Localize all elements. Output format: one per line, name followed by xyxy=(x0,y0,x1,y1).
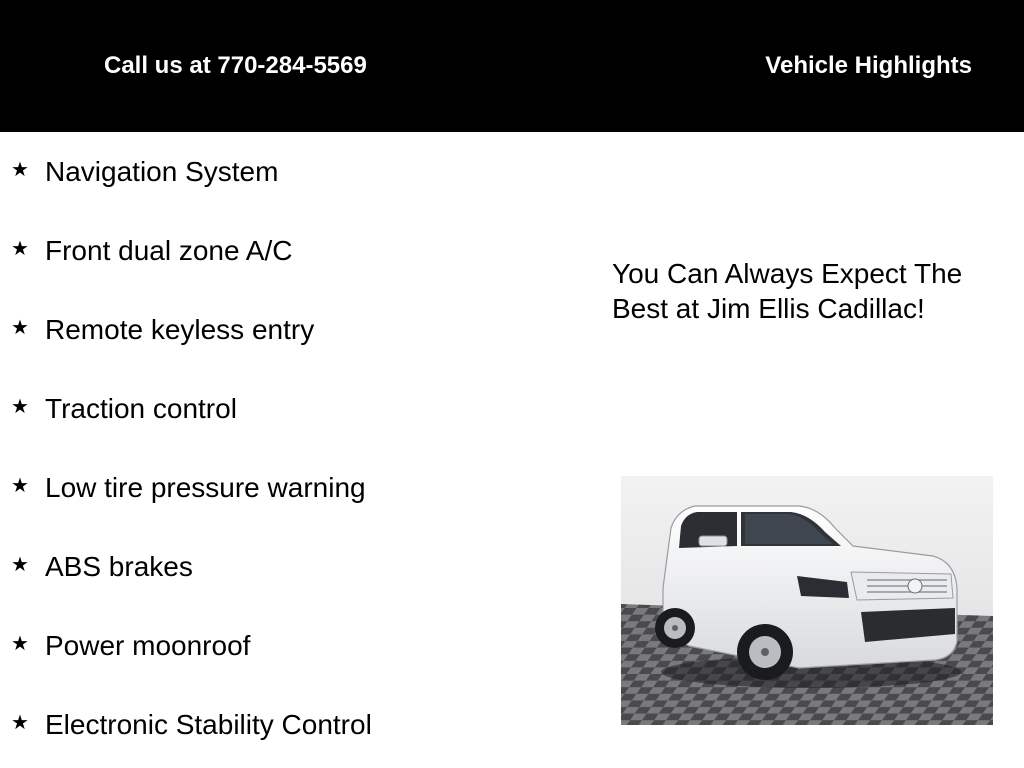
feature-item xyxy=(0,310,372,389)
feature-label: Remote keyless entry xyxy=(45,314,315,345)
star-icon: ★ xyxy=(11,315,29,339)
star-icon: ★ xyxy=(11,473,29,497)
vehicle-highlights-title: Vehicle Highlights xyxy=(765,52,972,79)
feature-item xyxy=(0,152,372,231)
feature-item xyxy=(0,547,372,626)
dealer-tagline: You Can Always Expect The Best at Jim Ellis Cadillac! xyxy=(612,258,963,324)
star-icon: ★ xyxy=(11,552,29,576)
feature-label: Low tire pressure warning xyxy=(45,472,366,503)
star-icon: ★ xyxy=(11,631,29,655)
feature-label: Electronic Stability Control xyxy=(45,709,372,740)
feature-list xyxy=(0,152,372,768)
vehicle-photo xyxy=(621,476,993,725)
feature-label: Navigation System xyxy=(45,156,279,187)
feature-item xyxy=(0,231,372,310)
phone-number-link[interactable]: Call us at 770-284-5569 xyxy=(104,52,367,79)
star-icon: ★ xyxy=(11,394,29,418)
star-icon: ★ xyxy=(11,710,29,734)
header-bar xyxy=(0,0,1024,132)
white-suv-photo xyxy=(621,476,993,725)
feature-item xyxy=(0,468,372,547)
feature-item xyxy=(0,705,372,768)
star-icon: ★ xyxy=(11,157,29,181)
star-icon: ★ xyxy=(11,236,29,260)
feature-label: Power moonroof xyxy=(45,630,251,661)
feature-item xyxy=(0,626,372,705)
feature-label: Front dual zone A/C xyxy=(45,235,293,266)
feature-label: ABS brakes xyxy=(45,551,193,582)
feature-label: Traction control xyxy=(45,393,237,424)
feature-item xyxy=(0,389,372,468)
